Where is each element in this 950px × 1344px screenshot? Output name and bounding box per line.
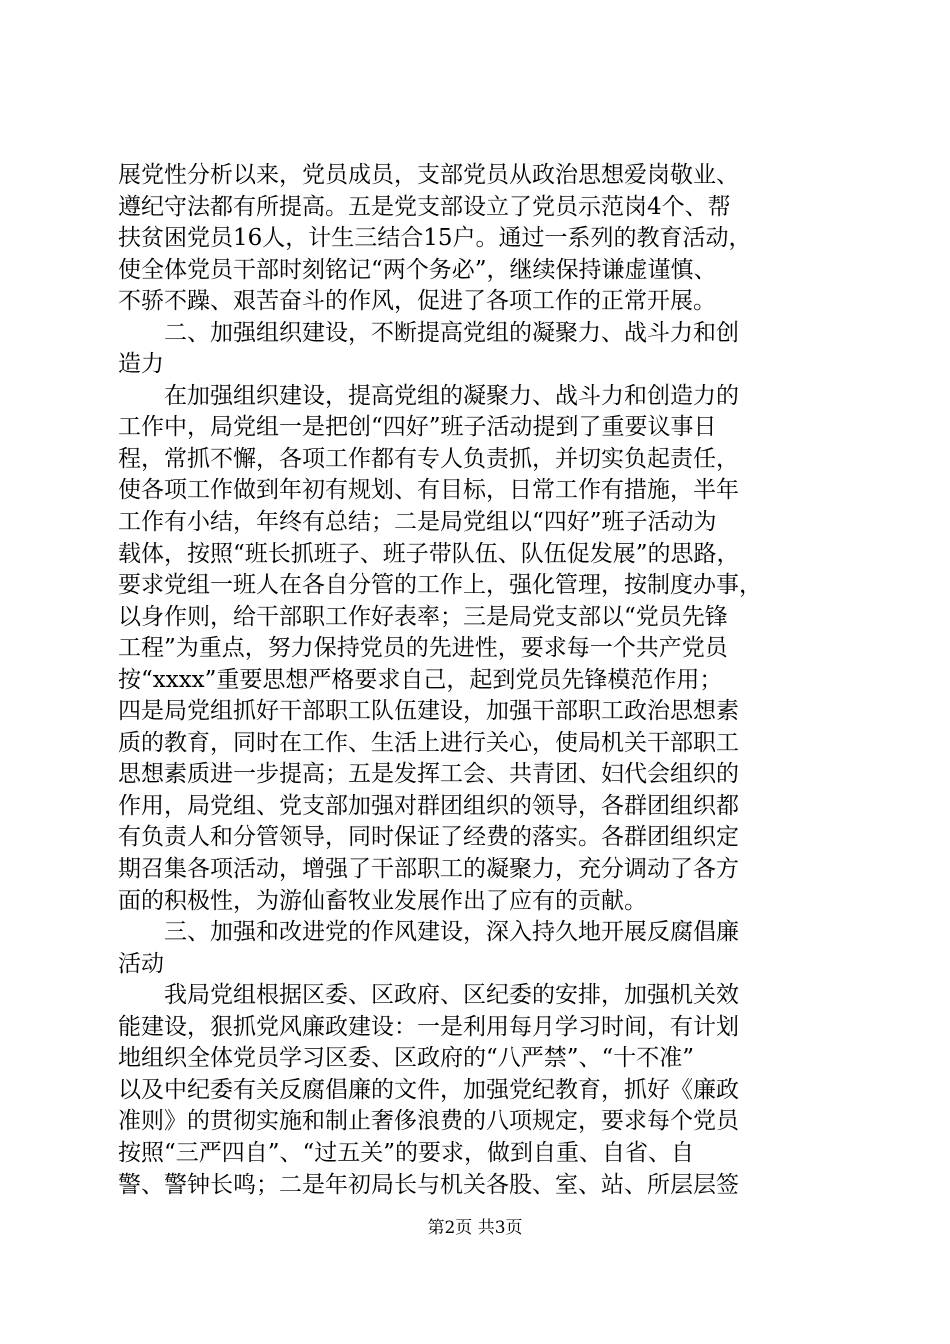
- text-line: 在加强组织建设，提高党组的凝聚力、战斗力和创造力的: [164, 382, 739, 409]
- text-line: 使全体党员干部时刻铭记“两个务必”，继续保持谦虚谨慎、: [118, 256, 717, 283]
- text-line: 要求党组一班人在各自分管的工作上，强化管理，按制度办事，: [118, 572, 762, 599]
- text-line: 警、警钟长鸣；二是年初局长与机关各股、室、站、所层层签: [118, 1171, 739, 1198]
- text-line: 有负责人和分管领导，同时保证了经费的落实。各群团组织定: [118, 824, 739, 851]
- text-line: 质的教育，同时在工作、生活上进行关心，使局机关干部职工: [118, 729, 739, 756]
- text-line: 工程”为重点，努力保持党员的先进性，要求每一个共产党员: [118, 635, 728, 662]
- text-line: 我局党组根据区委、区政府、区纪委的安排，加强机关效: [164, 982, 739, 1009]
- document-body: [118, 160, 838, 1201]
- text-line: 活动: [118, 950, 164, 977]
- text-line: 四是局党组抓好干部职工队伍建设，加强干部职工政治思想素: [118, 698, 739, 725]
- text-line: 三、加强和改进党的作风建设，深入持久地开展反腐倡廉: [164, 919, 739, 946]
- page-footer: 第2页 共3页: [427, 1218, 523, 1238]
- text-line: 程，常抓不懈，各项工作都有专人负责抓，并切实负起责任，: [118, 445, 739, 472]
- text-line: 以身作则，给干部职工作好表率；三是局党支部以“党员先锋: [118, 603, 728, 630]
- text-line: 地组织全体党员学习区委、区政府的“八严禁”、“十不准”: [118, 1045, 695, 1072]
- text-line: 展党性分析以来，党员成员，支部党员从政治思想爱岗敬业、: [118, 162, 739, 188]
- text-line: 不骄不躁、艰苦奋斗的作风，促进了各项工作的正常开展。: [118, 288, 716, 315]
- text-line: 面的积极性，为游仙畜牧业发展作出了应有的贡献。: [118, 887, 647, 914]
- text-line: 二、加强组织建设，不断提高党组的凝聚力、战斗力和创: [164, 319, 739, 346]
- text-line: 以及中纪委有关反腐倡廉的文件，加强党纪教育，抓好《廉政: [118, 1076, 739, 1103]
- text-line: 工作中，局党组一是把创“四好”班子活动提到了重要议事日: [118, 414, 717, 441]
- text-line: 遵纪守法都有所提高。五是党支部设立了党员示范岗4个、帮: [118, 193, 731, 220]
- text-line: 扶贫困党员16人，计生三结合15户。通过一系列的教育活动，: [118, 225, 752, 252]
- text-line: 按“xxxx”重要思想严格要求自己，起到党员先锋模范作用；: [118, 666, 723, 693]
- text-line: 准则》的贯彻实施和制止奢侈浪费的八项规定，要求每个党员: [118, 1108, 739, 1135]
- text-line: 按照“三严四自”、“过五关”的要求，做到自重、自省、自: [118, 1139, 695, 1166]
- text-line: 载体，按照“班长抓班子、班子带队伍、队伍促发展”的思路，: [118, 540, 740, 567]
- text-line: 作用，局党组、党支部加强对群团组织的领导，各群团组织都: [118, 792, 739, 819]
- text-line: 能建设，狠抓党风廉政建设：一是利用每月学习时间，有计划: [118, 1013, 739, 1040]
- text-line: 使各项工作做到年初有规划、有目标，日常工作有措施，半年: [118, 477, 739, 504]
- text-line: 思想素质进一步提高；五是发挥工会、共青团、妇代会组织的: [118, 761, 739, 788]
- text-line: 工作有小结，年终有总结；二是局党组以“四好”班子活动为: [118, 509, 717, 536]
- text-line: 造力: [118, 351, 164, 378]
- text-line: 期召集各项活动，增强了干部职工的凝聚力，充分调动了各方: [118, 856, 739, 883]
